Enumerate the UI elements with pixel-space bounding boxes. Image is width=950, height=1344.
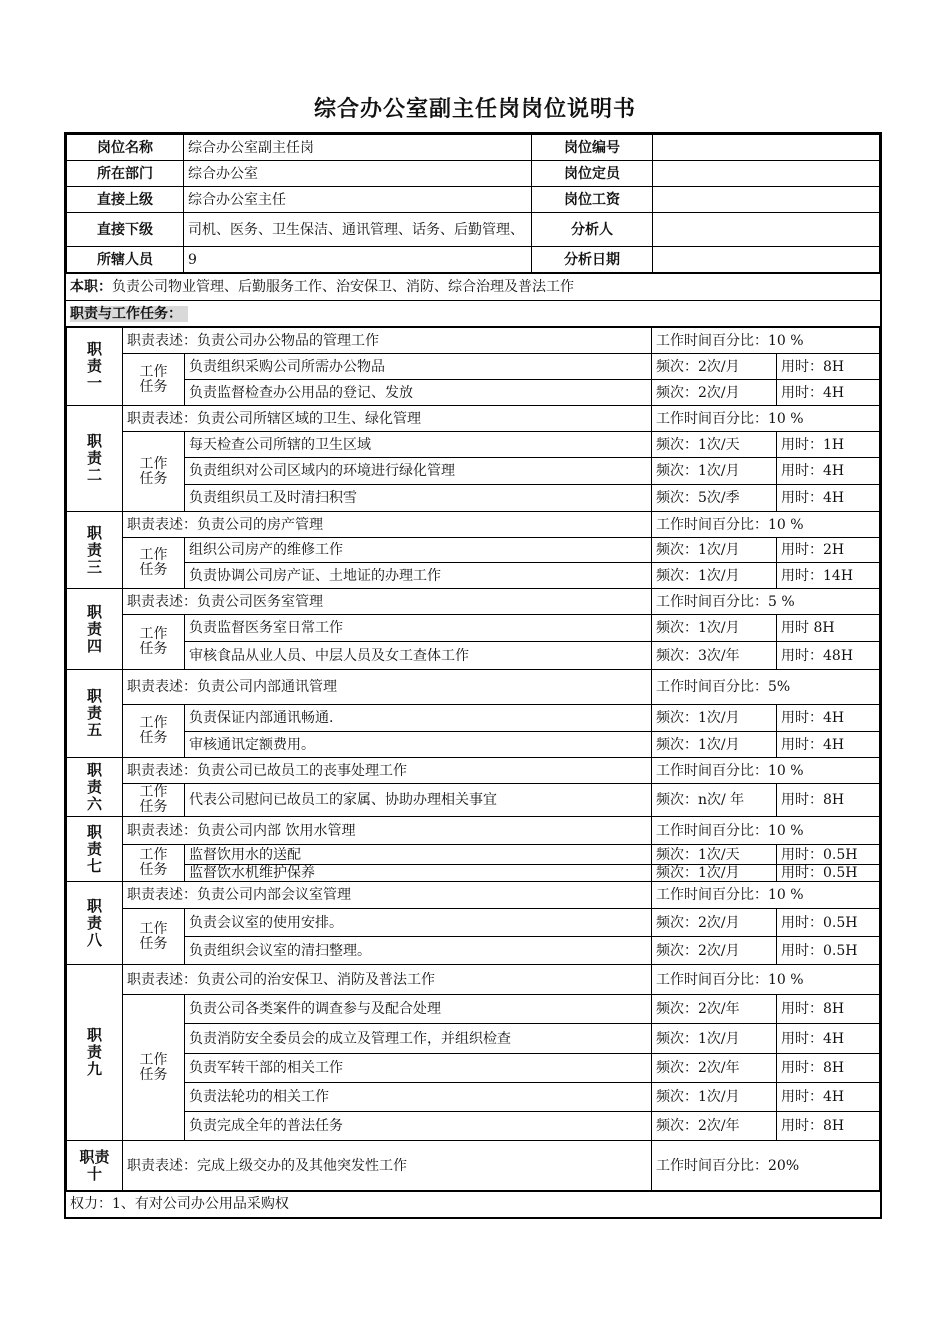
task-row — [67, 432, 880, 458]
task-row — [67, 1083, 880, 1112]
info-value — [653, 161, 880, 187]
duty-description: 职责表述：负责公司内部会议室管理 — [123, 882, 652, 909]
duty-name-char: 职 — [86, 822, 102, 841]
task-row — [67, 937, 880, 965]
info-value — [653, 213, 880, 247]
task-text: 审核通讯定额费用。 — [185, 732, 652, 758]
duty-name — [67, 758, 123, 817]
task-label-line: 工作 — [139, 547, 168, 563]
duty-name — [67, 589, 123, 670]
task-label-line: 任务 — [139, 799, 168, 815]
task-time: 用时：8H — [777, 354, 880, 380]
duties-table — [66, 327, 880, 1191]
duty-desc-row — [67, 1141, 880, 1191]
duty-description: 职责表述：负责公司已故员工的丧事处理工作 — [123, 758, 652, 784]
task-label-line: 任务 — [139, 730, 168, 746]
task-row — [67, 538, 880, 563]
duty-time-percentage: 工作时间百分比：10 % — [652, 758, 880, 784]
duty-name-char: 职 — [86, 523, 102, 542]
task-label — [123, 705, 185, 758]
task-label-line: 工作 — [139, 626, 168, 642]
page-title: 综合办公室副主任岗岗位说明书 — [313, 97, 636, 122]
task-text: 代表公司慰问已故员工的家属、协助办理相关事宜 — [185, 784, 652, 817]
task-frequency: 频次：n次/ 年 — [652, 784, 777, 817]
duty-description: 职责表述：负责公司内部 饮用水管理 — [123, 817, 652, 845]
task-row — [67, 845, 880, 865]
task-text: 每天检查公司所辖的卫生区域 — [185, 432, 652, 458]
duty-name-char: 职 — [86, 1026, 102, 1044]
task-time: 用时：4H — [777, 732, 880, 758]
task-text: 负责保证内部通讯畅通. — [185, 705, 652, 732]
duty-statement-table — [66, 273, 880, 327]
tasks-header: 职责与工作任务： — [70, 306, 188, 322]
task-row — [67, 732, 880, 758]
duty-name-char: 六 — [86, 794, 102, 813]
info-label: 分析人 — [532, 213, 653, 247]
task-frequency: 频次：1次/天 — [652, 432, 777, 458]
task-time: 用时：1H — [777, 432, 880, 458]
task-time: 用时：4H — [777, 380, 880, 406]
task-time: 用时：8H — [777, 1112, 880, 1141]
info-value: 综合办公室主任 — [184, 187, 532, 213]
task-time: 用时：0.5H — [777, 845, 880, 865]
duty-name — [67, 1141, 123, 1191]
duty-time-percentage: 工作时间百分比：10 % — [652, 406, 880, 432]
task-frequency: 频次：2次/月 — [652, 937, 777, 965]
duty-name-char: 七 — [86, 856, 102, 875]
task-time: 用时：4H — [777, 1083, 880, 1112]
task-text: 组织公司房产的维修工作 — [185, 538, 652, 563]
duty-name-char: 职 — [86, 760, 102, 779]
duty-name-char: 三 — [86, 557, 102, 576]
task-time: 用时：8H — [777, 1054, 880, 1083]
task-frequency: 频次：2次/年 — [652, 1054, 777, 1083]
duty-description: 职责表述：负责公司所辖区域的卫生、绿化管理 — [123, 406, 652, 432]
duty-name-char: 职 — [86, 687, 102, 705]
task-label-line: 工作 — [139, 455, 168, 472]
task-text: 负责消防安全委员会的成立及管理工作，并组织检查 — [185, 1024, 652, 1054]
duty-name-char: 一 — [86, 374, 102, 392]
task-label — [123, 845, 185, 882]
task-label-line: 任务 — [139, 1066, 168, 1083]
duty-description: 职责表述：完成上级交办的及其他突发性工作 — [123, 1141, 652, 1191]
duty-desc-row — [67, 328, 880, 354]
info-value: 综合办公室副主任岗 — [184, 135, 532, 161]
task-label — [123, 538, 185, 589]
duty-description: 职责表述：负责公司的治安保卫、消防及普法工作 — [123, 965, 652, 995]
task-text: 负责监督检查办公用品的登记、发放 — [185, 380, 652, 406]
duty-name-char: 十 — [86, 1164, 102, 1183]
info-label: 岗位名称 — [67, 135, 184, 161]
task-label-line: 任务 — [139, 562, 168, 578]
task-text: 监督饮水机维护保养 — [185, 865, 652, 882]
duty-name — [67, 512, 123, 589]
info-label: 岗位定员 — [532, 161, 653, 187]
task-frequency: 频次：1次/天 — [652, 845, 777, 865]
duty-desc-row — [67, 589, 880, 615]
info-row — [67, 247, 880, 273]
task-text: 负责会议室的使用安排。 — [185, 909, 652, 937]
info-label: 所在部门 — [67, 161, 184, 187]
task-time: 用时：0.5H — [777, 865, 880, 882]
duty-desc-row — [67, 758, 880, 784]
task-label — [123, 432, 185, 512]
duty-desc-row — [67, 817, 880, 845]
task-row — [67, 354, 880, 380]
task-label-line: 任务 — [139, 470, 168, 487]
task-row — [67, 995, 880, 1024]
task-time: 用时：0.5H — [777, 937, 880, 965]
task-frequency: 频次：1次/月 — [652, 458, 777, 485]
duty-desc-row — [67, 965, 880, 995]
duty-desc-row — [67, 882, 880, 909]
task-label — [123, 354, 185, 406]
task-frequency: 频次：1次/月 — [652, 538, 777, 563]
info-value — [653, 247, 880, 273]
duty-name-char: 二 — [86, 466, 102, 484]
task-frequency: 频次：1次/月 — [652, 705, 777, 732]
task-frequency: 频次：2次/月 — [652, 354, 777, 380]
task-frequency: 频次：2次/年 — [652, 1112, 777, 1141]
task-frequency: 频次：1次/月 — [652, 615, 777, 642]
task-label-line: 工作 — [139, 920, 168, 937]
task-row — [67, 865, 880, 882]
task-time: 用时：4H — [777, 485, 880, 512]
duty-name-char: 责 — [86, 540, 102, 559]
duty-time-percentage: 工作时间百分比：10 % — [652, 512, 880, 538]
duty-name-char: 责 — [86, 777, 102, 796]
task-text: 负责公司各类案件的调查参与及配合处理 — [185, 995, 652, 1024]
task-row — [67, 485, 880, 512]
duty-description: 职责表述：负责公司的房产管理 — [123, 512, 652, 538]
duty-name — [67, 817, 123, 882]
task-frequency: 频次：1次/月 — [652, 865, 777, 882]
duty-time-percentage: 工作时间百分比：20% — [652, 1141, 880, 1191]
info-label: 直接上级 — [67, 187, 184, 213]
authority: 权力：1、有对公司办公用品采购权 — [66, 1192, 880, 1217]
duty-desc-row — [67, 512, 880, 538]
duty-name-char: 职 — [86, 896, 102, 915]
info-label: 分析日期 — [532, 247, 653, 273]
task-text: 负责组织会议室的清扫整理。 — [185, 937, 652, 965]
task-label-line: 任务 — [139, 641, 168, 657]
task-label-line: 任务 — [139, 378, 168, 395]
task-frequency: 频次：1次/月 — [652, 1024, 777, 1054]
task-time: 用时：4H — [777, 458, 880, 485]
task-row — [67, 380, 880, 406]
task-frequency: 频次：1次/月 — [652, 1083, 777, 1112]
task-time: 用时：0.5H — [777, 909, 880, 937]
duty-time-percentage: 工作时间百分比：5% — [652, 670, 880, 705]
duty-name-char: 职 — [86, 340, 102, 358]
task-row — [67, 615, 880, 642]
info-value: 9 — [184, 247, 532, 273]
task-frequency: 频次：5次/季 — [652, 485, 777, 512]
info-label: 所辖人员 — [67, 247, 184, 273]
task-text: 监督饮用水的送配 — [185, 845, 652, 865]
task-label-line: 工作 — [139, 363, 168, 380]
duty-name-char: 职 — [86, 432, 102, 450]
task-row — [67, 1024, 880, 1054]
duty-description: 职责表述：负责公司内部通讯管理 — [123, 670, 652, 705]
task-text: 负责监督医务室日常工作 — [185, 615, 652, 642]
task-text: 负责法轮功的相关工作 — [185, 1083, 652, 1112]
job-description-sheet — [64, 132, 882, 1219]
duty-desc-row — [67, 406, 880, 432]
duty-name-char: 责 — [86, 357, 102, 375]
task-text: 负责组织采购公司所需办公物品 — [185, 354, 652, 380]
task-row — [67, 705, 880, 732]
duty-name-char: 四 — [86, 636, 102, 655]
task-label — [123, 615, 185, 670]
info-value — [653, 187, 880, 213]
duty-statement — [66, 274, 880, 301]
task-frequency: 频次：3次/年 — [652, 642, 777, 670]
duty-name-char: 责 — [86, 913, 102, 932]
task-label-line: 任务 — [139, 862, 168, 878]
duty-statement-text: 负责公司物业管理、后勤服务工作、治安保卫、消防、综合治理及普法工作 — [112, 279, 574, 295]
duty-name-char: 五 — [86, 721, 102, 739]
duty-name-char: 责 — [86, 619, 102, 638]
task-time: 用时：8H — [777, 995, 880, 1024]
task-frequency: 频次：2次/月 — [652, 380, 777, 406]
task-frequency: 频次：1次/月 — [652, 732, 777, 758]
info-label: 岗位编号 — [532, 135, 653, 161]
duty-time-percentage: 工作时间百分比：10 % — [652, 882, 880, 909]
task-row — [67, 909, 880, 937]
tasks-header-row — [66, 301, 880, 327]
task-text: 负责完成全年的普法任务 — [185, 1112, 652, 1141]
task-label-line: 工作 — [139, 715, 168, 731]
duty-time-percentage: 工作时间百分比：10 % — [652, 328, 880, 354]
duty-name — [67, 328, 123, 406]
task-label — [123, 995, 185, 1141]
duty-name — [67, 965, 123, 1141]
duty-name-char: 责 — [86, 704, 102, 722]
task-text: 负责组织员工及时清扫积雪 — [185, 485, 652, 512]
task-row — [67, 784, 880, 817]
duty-name-char: 九 — [86, 1060, 102, 1078]
duty-name — [67, 670, 123, 758]
task-row — [67, 563, 880, 589]
task-time: 用时：48H — [777, 642, 880, 670]
info-row — [67, 161, 880, 187]
task-text: 负责组织对公司区域内的环境进行绿化管理 — [185, 458, 652, 485]
duty-name-char: 责 — [86, 1043, 102, 1061]
task-label-line: 工作 — [139, 847, 168, 863]
duty-time-percentage: 工作时间百分比：10 % — [652, 965, 880, 995]
duty-name-char: 责 — [86, 839, 102, 858]
task-time: 用时：4H — [777, 1024, 880, 1054]
duty-name — [67, 406, 123, 512]
duty-time-percentage: 工作时间百分比：5 % — [652, 589, 880, 615]
task-text: 审核食品从业人员、中层人员及女工查体工作 — [185, 642, 652, 670]
task-label-line: 工作 — [139, 1051, 168, 1068]
task-text: 负责协调公司房产证、土地证的办理工作 — [185, 563, 652, 589]
info-value: 综合办公室 — [184, 161, 532, 187]
info-value: 司机、医务、卫生保洁、通讯管理、话务、后勤管理、 — [184, 213, 532, 247]
task-frequency: 频次：2次/月 — [652, 909, 777, 937]
task-label-line: 任务 — [139, 935, 168, 952]
info-row — [67, 187, 880, 213]
task-time: 用时：14H — [777, 563, 880, 589]
info-row — [67, 213, 880, 247]
task-frequency: 频次：2次/年 — [652, 995, 777, 1024]
info-row — [67, 135, 880, 161]
task-row — [67, 642, 880, 670]
task-row — [67, 1054, 880, 1083]
duty-statement-label: 本职： — [70, 279, 112, 295]
info-label: 岗位工资 — [532, 187, 653, 213]
duty-description: 职责表述：负责公司医务室管理 — [123, 589, 652, 615]
task-label — [123, 784, 185, 817]
info-label: 直接下级 — [67, 213, 184, 247]
task-text: 负责军转干部的相关工作 — [185, 1054, 652, 1083]
task-time: 用时 8H — [777, 615, 880, 642]
info-value — [653, 135, 880, 161]
duty-name-char: 责 — [86, 449, 102, 467]
duty-name — [67, 882, 123, 965]
duty-description: 职责表述：负责公司办公物品的管理工作 — [123, 328, 652, 354]
authority-table — [66, 1191, 880, 1217]
task-label — [123, 909, 185, 965]
duty-name-char: 职 — [86, 602, 102, 621]
task-row — [67, 458, 880, 485]
duty-desc-row — [67, 670, 880, 705]
task-time: 用时：8H — [777, 784, 880, 817]
task-row — [67, 1112, 880, 1141]
duty-name-char: 职责 — [79, 1147, 110, 1166]
task-time: 用时：4H — [777, 705, 880, 732]
task-frequency: 频次：1次/月 — [652, 563, 777, 589]
task-label-line: 工作 — [139, 784, 168, 800]
task-time: 用时：2H — [777, 538, 880, 563]
basic-info-table — [66, 134, 880, 273]
duty-name-char: 八 — [86, 930, 102, 949]
duty-time-percentage: 工作时间百分比：10 % — [652, 817, 880, 845]
